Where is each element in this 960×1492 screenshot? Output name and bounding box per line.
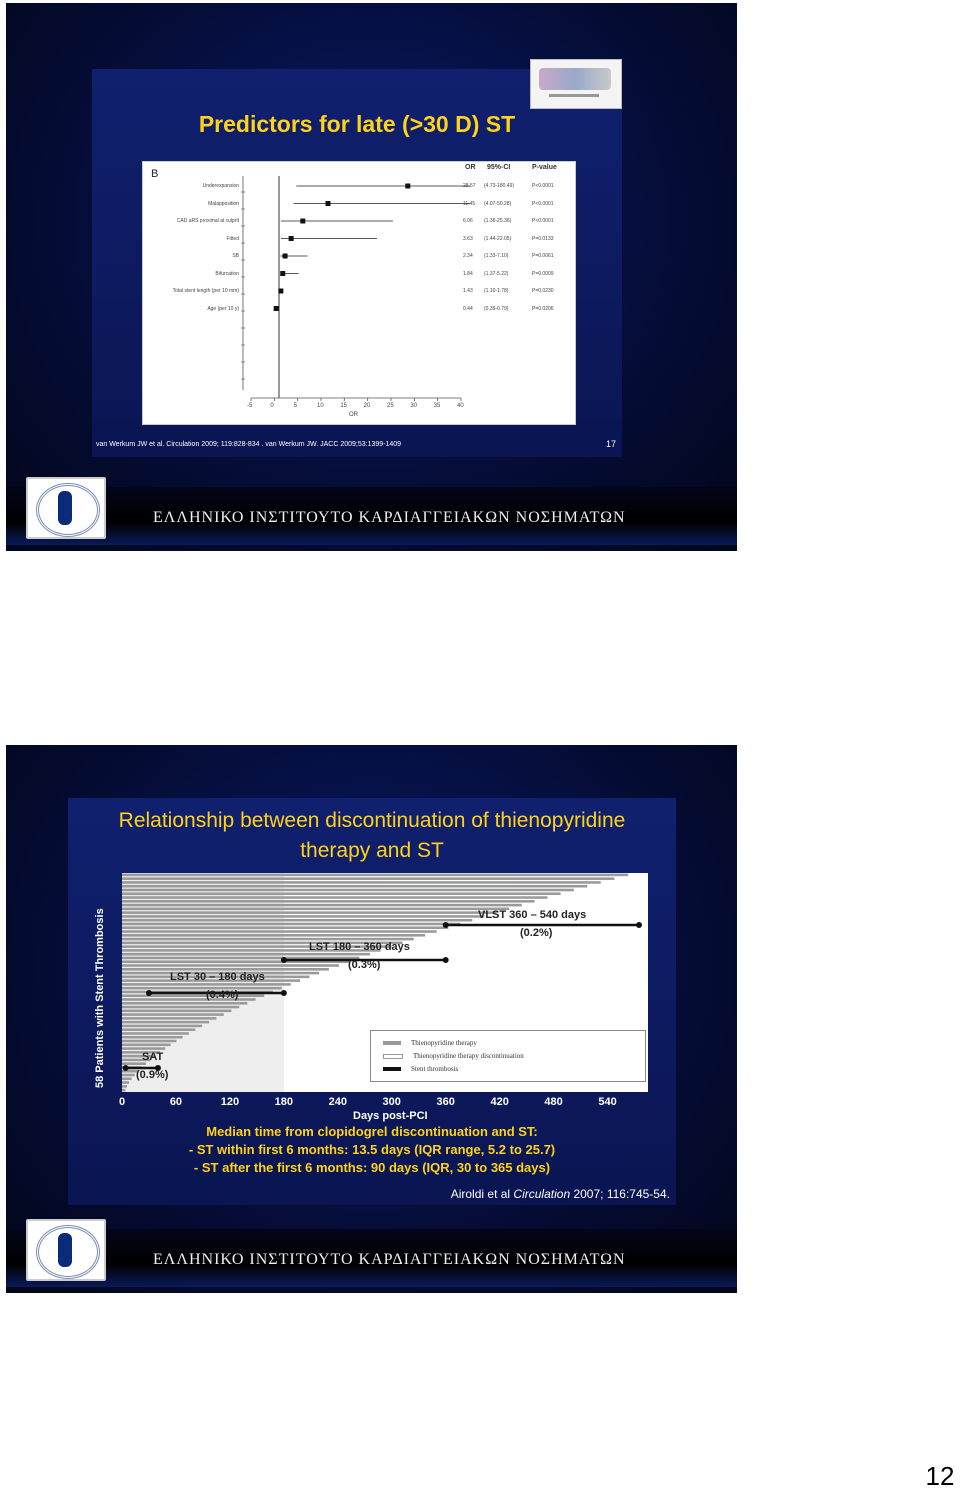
patient-therapy-bar bbox=[122, 994, 264, 997]
bracket-endpoint bbox=[443, 922, 449, 928]
row-or: 2.34 bbox=[463, 253, 473, 259]
annotation-lst2: LST 180 – 360 days bbox=[309, 941, 410, 953]
patient-therapy-bar bbox=[122, 1047, 165, 1050]
patient-therapy-bar bbox=[122, 1002, 247, 1005]
slide-discontinuation bbox=[6, 745, 737, 1293]
patient-therapy-bar bbox=[122, 885, 587, 888]
row-ci: (1.44-22.05) bbox=[484, 235, 512, 242]
title-line-2: therapy and ST bbox=[300, 839, 444, 862]
patient-therapy-bar bbox=[122, 1081, 129, 1084]
x-tick-label: 540 bbox=[598, 1096, 617, 1108]
institute-emblem bbox=[26, 477, 106, 539]
x-tick-label: 360 bbox=[436, 1096, 455, 1108]
slide-predictors bbox=[6, 3, 737, 551]
institute-footer bbox=[6, 473, 737, 551]
x-tick-label: 25 bbox=[387, 403, 394, 409]
row-p: P=0.0206 bbox=[532, 305, 554, 312]
patient-therapy-bar bbox=[122, 1036, 183, 1039]
row-ci: (4.73-180.49) bbox=[484, 183, 515, 189]
row-p: P=0.0061 bbox=[532, 253, 554, 259]
row-ci: (1.36-25.36) bbox=[484, 218, 512, 224]
patient-therapy-bar bbox=[122, 1028, 195, 1031]
annotation-lst1: LST 30 – 180 days bbox=[170, 971, 265, 983]
patient-therapy-bar bbox=[122, 934, 425, 937]
x-tick-label: 15 bbox=[340, 403, 348, 409]
institute-footer bbox=[6, 1215, 737, 1293]
patient-therapy-bar bbox=[122, 1074, 135, 1077]
row-or: 3.63 bbox=[463, 235, 473, 242]
bracket-endpoint bbox=[281, 990, 287, 996]
patient-therapy-bar bbox=[122, 964, 339, 967]
or-point bbox=[280, 271, 285, 276]
patient-therapy-bar bbox=[122, 1040, 176, 1043]
row-p: P=0.0230 bbox=[532, 288, 554, 294]
x-tick-label: 10 bbox=[317, 403, 324, 409]
patient-therapy-bar bbox=[122, 896, 548, 899]
patient-therapy-bar bbox=[122, 938, 414, 941]
x-tick-label: 40 bbox=[457, 403, 464, 409]
slide-title bbox=[68, 806, 676, 866]
row-p: P<0.0001 bbox=[532, 183, 554, 189]
patient-therapy-bar bbox=[122, 908, 509, 911]
row-label: Bifurcation bbox=[215, 270, 239, 277]
row-label: Fitted bbox=[226, 235, 239, 242]
row-or: 1.84 bbox=[463, 270, 473, 277]
legend-item-therapy: Thienopyridine therapy bbox=[383, 1039, 477, 1047]
bracket-endpoint bbox=[146, 990, 152, 996]
society-logo bbox=[530, 59, 622, 109]
row-ci: (0.39-0.79) bbox=[484, 305, 509, 312]
bracket-endpoint bbox=[281, 957, 287, 963]
row-or: 11.45 bbox=[463, 200, 476, 207]
patient-therapy-bar bbox=[122, 892, 561, 895]
row-or: 0.44 bbox=[463, 305, 473, 312]
patient-therapy-bar bbox=[122, 926, 448, 929]
row-p: P<0.0001 bbox=[532, 218, 554, 224]
patient-therapy-bar bbox=[122, 915, 484, 918]
institute-name: ΕΛΛΗΝΙΚΟ ΙΝΣΤΙΤΟΥΤΟ ΚΑΡΔΙΑΓΓΕΙΑΚΩΝ ΝΟΣΗΜΑΤΩΝ bbox=[153, 509, 626, 526]
slide-title: Predictors for late (>30 D) ST bbox=[198, 111, 516, 137]
annotation-sat: SAT bbox=[142, 1051, 164, 1063]
row-or: 28.57 bbox=[463, 183, 476, 189]
row-or: 6.06 bbox=[463, 218, 473, 224]
page-number: 12 bbox=[925, 1461, 955, 1491]
panel-label: B bbox=[151, 168, 159, 180]
patient-therapy-bar bbox=[122, 923, 460, 926]
x-tick-label: -5 bbox=[247, 403, 253, 409]
patient-therapy-bar bbox=[122, 987, 282, 990]
x-tick-label: 35 bbox=[433, 403, 441, 409]
y-axis-label: 58 Patients with Stent Thrombosis bbox=[94, 908, 106, 1088]
row-label: Total stent length (per 10 mm) bbox=[172, 288, 239, 294]
row-label: Age (per 10 y) bbox=[207, 305, 239, 312]
x-tick-label: 30 bbox=[410, 403, 418, 409]
patient-therapy-bar bbox=[122, 1085, 127, 1088]
legend-item-discontinuation: Thienopyridine therapy discontinuation bbox=[383, 1052, 524, 1060]
x-tick-label: 240 bbox=[328, 1096, 347, 1108]
row-p: P<0.0001 bbox=[532, 200, 554, 207]
patient-therapy-bar bbox=[122, 1077, 132, 1080]
row-label: Underexpansion bbox=[202, 183, 239, 189]
forest-plot bbox=[142, 161, 576, 425]
or-point bbox=[326, 201, 331, 206]
or-point bbox=[300, 219, 305, 224]
or-point bbox=[278, 289, 283, 294]
row-ci: (1.37-5.22) bbox=[484, 270, 509, 277]
x-tick-label: 420 bbox=[490, 1096, 509, 1108]
row-p: P=0.0133 bbox=[532, 235, 554, 242]
slide-page-number: 17 bbox=[605, 439, 616, 449]
x-tick-label: 0 bbox=[118, 1096, 126, 1108]
row-label: SB bbox=[232, 253, 239, 259]
patient-therapy-bar bbox=[122, 877, 614, 880]
annotation-lst2-pct: (0.3%) bbox=[348, 959, 381, 971]
median-line-1: - ST within first 6 months: 13.5 days (IQR range, 5.2 to 25.7) bbox=[188, 1142, 556, 1157]
slide-content-panel bbox=[68, 798, 676, 1205]
row-ci: (1.33-7.10) bbox=[484, 253, 509, 259]
patient-therapy-bar bbox=[122, 1017, 216, 1020]
row-label: Malapposition bbox=[208, 200, 239, 207]
row-ci: (1.10-1.78) bbox=[484, 288, 509, 294]
patient-therapy-bar bbox=[122, 889, 574, 892]
patient-therapy-bar bbox=[122, 874, 628, 877]
patient-therapy-bar bbox=[122, 930, 437, 933]
annotation-lst1-pct: (0.4%) bbox=[206, 989, 239, 1001]
patient-therapy-bar bbox=[122, 1032, 189, 1035]
median-heading: Median time from clopidogrel discontinuation and ST: bbox=[206, 1124, 538, 1139]
patient-therapy-bar bbox=[122, 900, 535, 903]
bracket-endpoint bbox=[443, 957, 449, 963]
x-tick-label: 20 bbox=[363, 403, 371, 409]
patient-therapy-bar bbox=[122, 1010, 231, 1013]
patient-therapy-bar bbox=[122, 983, 291, 986]
patient-therapy-bar bbox=[122, 911, 497, 914]
x-tick-label: 480 bbox=[544, 1096, 563, 1108]
or-point bbox=[283, 254, 288, 259]
citation: van Werkum JW et al. Circulation 2009; 119:828-834 . van Werkum JW. JACC 2009;53:1399-1409 bbox=[96, 441, 402, 448]
or-point bbox=[289, 236, 294, 241]
median-line-2: - ST after the first 6 months: 90 days (IQR, 30 to 365 days) bbox=[193, 1160, 551, 1175]
x-tick-label: 5 bbox=[293, 403, 297, 409]
x-axis-label: OR bbox=[349, 412, 358, 418]
bracket-endpoint bbox=[123, 1065, 129, 1071]
citation: Airoldi et al Circulation 2007; 116:745-54. bbox=[450, 1187, 670, 1201]
slide-content-panel bbox=[92, 69, 622, 457]
row-p: P=0.0009 bbox=[532, 270, 554, 277]
x-tick-label: 120 bbox=[220, 1096, 240, 1108]
annotation-vlst: VLST 360 – 540 days bbox=[478, 909, 587, 921]
patient-therapy-bar bbox=[122, 953, 370, 956]
col-header-ci: 95%-CI bbox=[487, 164, 511, 171]
col-header-or: OR bbox=[465, 164, 476, 171]
row-or: 1.43 bbox=[463, 288, 473, 294]
row-label: CAD aRS proximal at culprit bbox=[176, 218, 239, 224]
bracket-endpoint bbox=[636, 922, 642, 928]
annotation-sat-pct: (0.9%) bbox=[136, 1069, 169, 1081]
chart-legend bbox=[370, 1030, 646, 1082]
x-tick-label: 180 bbox=[274, 1096, 294, 1108]
patient-therapy-bar bbox=[122, 1044, 171, 1047]
title-line-1: Relationship between discontinuation of thienopyridine bbox=[118, 809, 626, 832]
patient-therapy-bar bbox=[122, 1013, 224, 1016]
or-point bbox=[405, 184, 410, 189]
patient-therapy-bar bbox=[122, 881, 601, 884]
x-tick-label: 60 bbox=[169, 1096, 183, 1108]
annotation-vlst-pct: (0.2%) bbox=[520, 927, 553, 939]
patient-therapy-bar bbox=[122, 1021, 209, 1024]
row-ci: (4.07-50.28) bbox=[484, 200, 512, 207]
timeline-chart bbox=[122, 873, 648, 1092]
patient-therapy-bar bbox=[122, 1006, 239, 1009]
patient-therapy-bar bbox=[122, 1089, 125, 1092]
institute-name: ΕΛΛΗΝΙΚΟ ΙΝΣΤΙΤΟΥΤΟ ΚΑΡΔΙΑΓΓΕΙΑΚΩΝ ΝΟΣΗΜΑΤΩΝ bbox=[153, 1251, 626, 1268]
x-axis-label: Days post-PCI bbox=[353, 1110, 428, 1122]
patient-therapy-bar bbox=[122, 919, 472, 922]
x-tick-label: 300 bbox=[382, 1096, 401, 1108]
x-tick-label: 0 bbox=[270, 403, 274, 409]
patient-therapy-bar bbox=[122, 1025, 202, 1028]
patient-therapy-bar bbox=[122, 904, 522, 907]
col-header-p: P-value bbox=[532, 164, 557, 171]
or-point bbox=[274, 306, 279, 311]
legend-item-thrombosis: Stent thrombosis bbox=[383, 1065, 458, 1073]
institute-emblem bbox=[26, 1219, 106, 1281]
